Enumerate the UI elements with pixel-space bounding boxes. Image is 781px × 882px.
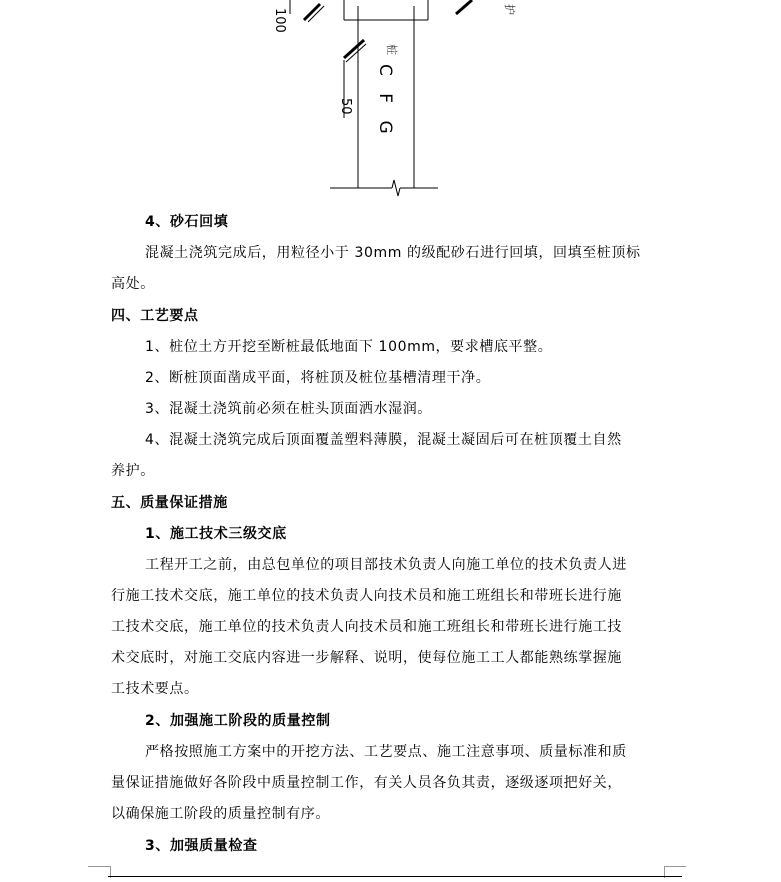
paragraph-line: 严格按照施工方案中的开挖方法、工艺要点、施工注意事项、质量标准和质 [145,744,627,760]
paragraph-line: 以确保施工阶段的质量控制有序。 [111,806,330,822]
margin-mark [664,866,686,867]
paragraph-line: 量保证措施做好各阶段中质量控制工作，有关人员各负其责，逐级逐项把好关， [111,775,622,791]
section-4-heading: 4、砂石回填 [145,214,229,230]
section-four-heading: 四、工艺要点 [111,308,199,324]
subsection-heading: 3、加强质量检查 [145,838,258,854]
paragraph-line: 行施工技术交底，施工单位的技术负责人向技术员和施工班组长和带班长进行施 [111,588,622,604]
pile-label-suffix: 桩 [385,44,398,55]
pile-label-text: C F G [375,64,395,140]
break-symbol [392,180,400,196]
pile-diagram-svg [260,0,516,200]
section-five-heading: 五、质量保证措施 [111,495,228,511]
pile-drawing [260,0,516,200]
paragraph-line: 工技术要点。 [111,681,199,697]
paragraph-line: 术交底时，对施工交底内容进一步解释、说明，使每位施工工人都能熟练掌握施 [111,650,622,666]
paragraph-line: 混凝土浇筑完成后，用粒径小于 30mm 的级配砂石进行回填，回填至桩顶标 [145,245,641,261]
margin-mark [88,866,110,867]
list-item: 3、混凝土浇筑前必须在桩头顶面洒水湿润。 [145,401,432,417]
right-label-text: 护 [503,4,516,15]
side-dimension-text: 50 [338,98,353,115]
list-item: 养护。 [111,463,155,479]
list-item: 2、断桩顶面凿成平面，将桩顶及桩位基槽清理干净。 [145,370,491,386]
subsection-heading: 1、施工技术三级交底 [145,526,287,542]
paragraph-line: 工程开工之前，由总包单位的项目部技术负责人向施工单位的技术负责人进 [145,557,627,573]
list-item: 4、混凝土浇筑完成后顶面覆盖塑料薄膜，混凝土凝固后可在桩顶覆土自然 [145,432,622,448]
top-dimension-text: 100 [272,8,287,33]
page-bottom-rule [108,876,682,877]
break-mark [456,0,472,14]
list-item: 1、桩位土方开挖至断桩最低地面下 100mm，要求槽底平整。 [145,339,553,355]
paragraph-line: 工技术交底，施工单位的技术负责人向技术员和施工班组长和带班长进行施工技 [111,619,622,635]
paragraph-line: 高处。 [111,276,155,292]
subsection-heading: 2、加强施工阶段的质量控制 [145,713,331,729]
